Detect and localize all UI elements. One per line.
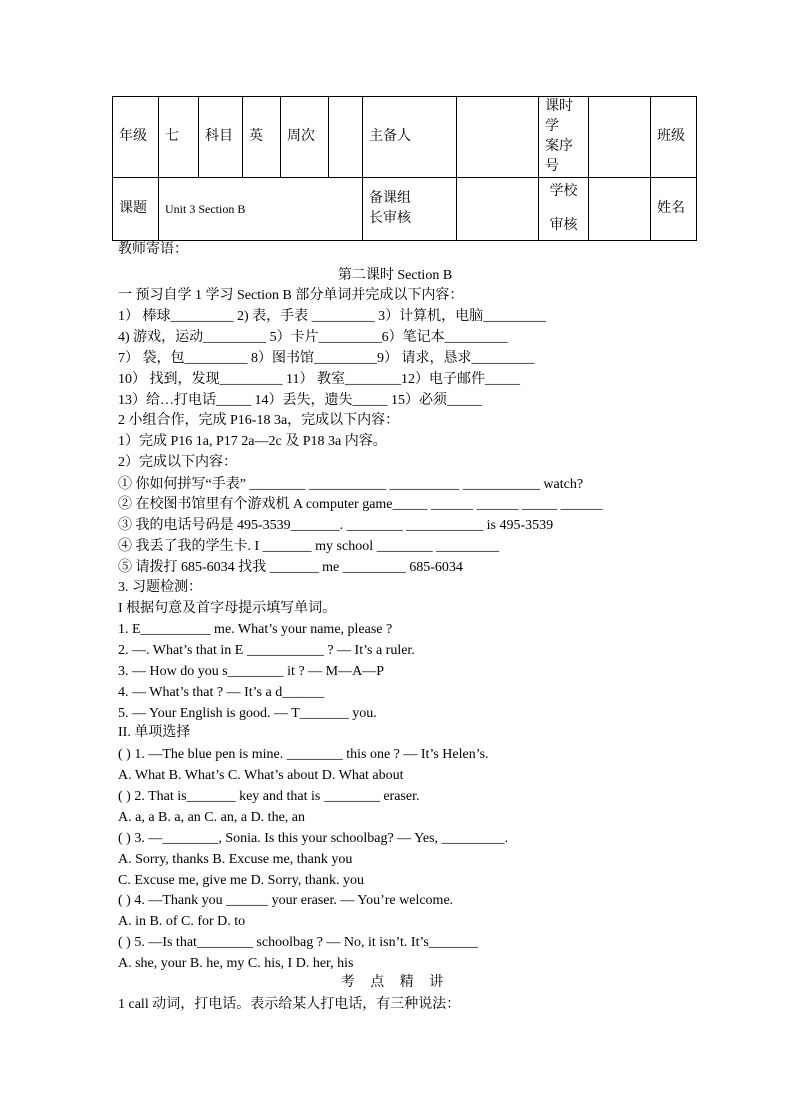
part1-q4: 4. — What’s that ? — It’s a d______ [118, 685, 325, 700]
lesson-no-label-1: 课时学 [545, 99, 573, 134]
review-label-2: 长审核 [369, 211, 411, 226]
translate-line-3: ③ 我的电话号码是 495-3539_______. ________ ___________ is 495-3539 [118, 518, 554, 533]
preparer-label: 主备人 [363, 97, 457, 178]
vocab-line-5: 13）给…打电话_____ 14）丢失，遗失_____ 15）必须_____ [118, 393, 482, 408]
week-label: 周次 [281, 97, 329, 178]
part2-q5: ( ) 5. —Is that________ schoolbag ? — No, it isn’t. It’s_______ [118, 935, 478, 950]
vocab-line-2: 4) 游戏，运动_________ 5）卡片_________6）笔记本_________ [118, 330, 508, 345]
translate-line-1: ① 你如何拼写“手表” ________ ___________ __________ ___________ watch? [118, 477, 584, 492]
lesson-no-value [589, 97, 651, 178]
part1-q2: 2. —. What’s that in E ___________ ? — It’s a ruler. [118, 643, 415, 658]
vocab-line-1: 1） 棒球_________ 2) 表，手表 _________ 3）计算机，电脑_________ [118, 309, 547, 324]
school-review-label-1: 学校 [549, 184, 578, 199]
subject-label: 科目 [199, 97, 243, 178]
name-label: 姓名 [651, 178, 697, 241]
vocab-line-4: 10） 找到，发现_________ 11） 教室________12）电子邮件_____ [118, 372, 520, 387]
part1-q5: 5. — Your English is good. — T_______ you. [118, 706, 377, 721]
part2-q3-options-c: C. Excuse me, give me D. Sorry, thank. you [118, 873, 364, 888]
school-review-value [589, 178, 651, 241]
part2-q1: ( ) 1. —The blue pen is mine. ________ this one ? — It’s Helen’s. [118, 747, 489, 762]
section1-title: 一 预习自学 1 学习 Section B 部分单词并完成以下内容： [118, 288, 464, 303]
vocab-line-3: 7） 袋，包_________ 8）图书馆_________9） 请求，恳求_________ [118, 351, 535, 366]
topic-value: Unit 3 Section B [159, 178, 363, 241]
call-note: 1 call 动词，打电话。表示给某人打电话，有三种说法： [118, 997, 461, 1012]
translate-line-2: ② 在校图书馆里有个游戏机 A computer game_____ ______ ______ _____ ______ [118, 497, 603, 512]
teacher-words: 教师寄语： [118, 242, 188, 257]
exercise-title: 3. 习题检测： [118, 580, 202, 595]
task2-title: 2 小组合作，完成 P16-18 3a，完成以下内容： [118, 413, 400, 428]
translate-line-5: ⑤ 请拨打 685-6034 找我 _______ me _________ 685-6034 [118, 560, 463, 575]
grade-value: 七 [159, 97, 199, 178]
school-review-label-2: 审核 [549, 218, 578, 233]
preparer-value [457, 97, 539, 178]
subject-value: 英 [243, 97, 281, 178]
part2-q1-options: A. What B. What’s C. What’s about D. What about [118, 768, 404, 783]
lesson-no-label-2: 案序号 [545, 139, 573, 174]
part1-q1: 1. E__________ me. What’s your name, please ? [118, 622, 393, 637]
part2-q2-options: A. a, a B. a, an C. an, a D. the, an [118, 810, 305, 825]
part2-q4: ( ) 4. —Thank you ______ your eraser. — You’re welcome. [118, 893, 454, 908]
part2-q4-options: A. in B. of C. for D. to [118, 914, 246, 929]
key-points-title: 考 点 精 讲 [340, 975, 450, 990]
part1-title: I 根据句意及首字母提示填写单词。 [118, 601, 337, 616]
task2-sub1: 1）完成 P16 1a, P17 2a—2c 及 P18 3a 内容。 [118, 434, 387, 449]
part2-q2: ( ) 2. That is_______ key and that is ________ eraser. [118, 789, 420, 804]
review-value [457, 178, 539, 241]
part2-q5-options: A. she, your B. he, my C. his, I D. her, his [118, 956, 354, 971]
part2-title: II. 单项选择 [118, 725, 191, 740]
grade-label: 年级 [113, 97, 159, 178]
header-table [112, 96, 697, 241]
review-label-1: 备课组 [369, 191, 411, 206]
class-label: 班级 [651, 97, 697, 178]
week-value [329, 97, 363, 178]
part1-q3: 3. — How do you s________ it ? — M—A—P [118, 664, 385, 679]
review-label [363, 178, 457, 241]
part2-q3-options-a: A. Sorry, thanks B. Excuse me, thank you [118, 852, 353, 867]
translate-line-4: ④ 我丢了我的学生卡. I _______ my school ________ _________ [118, 539, 500, 554]
part2-q3: ( ) 3. —________, Sonia. Is this your schoolbag? — Yes, _________. [118, 831, 509, 846]
lesson-no-label [539, 97, 589, 178]
topic-label: 课题 [113, 178, 159, 241]
school-review-label [539, 178, 589, 241]
lesson-title: 第二课时 Section B [337, 268, 453, 283]
task2-sub2: 2）完成以下内容： [118, 455, 237, 470]
